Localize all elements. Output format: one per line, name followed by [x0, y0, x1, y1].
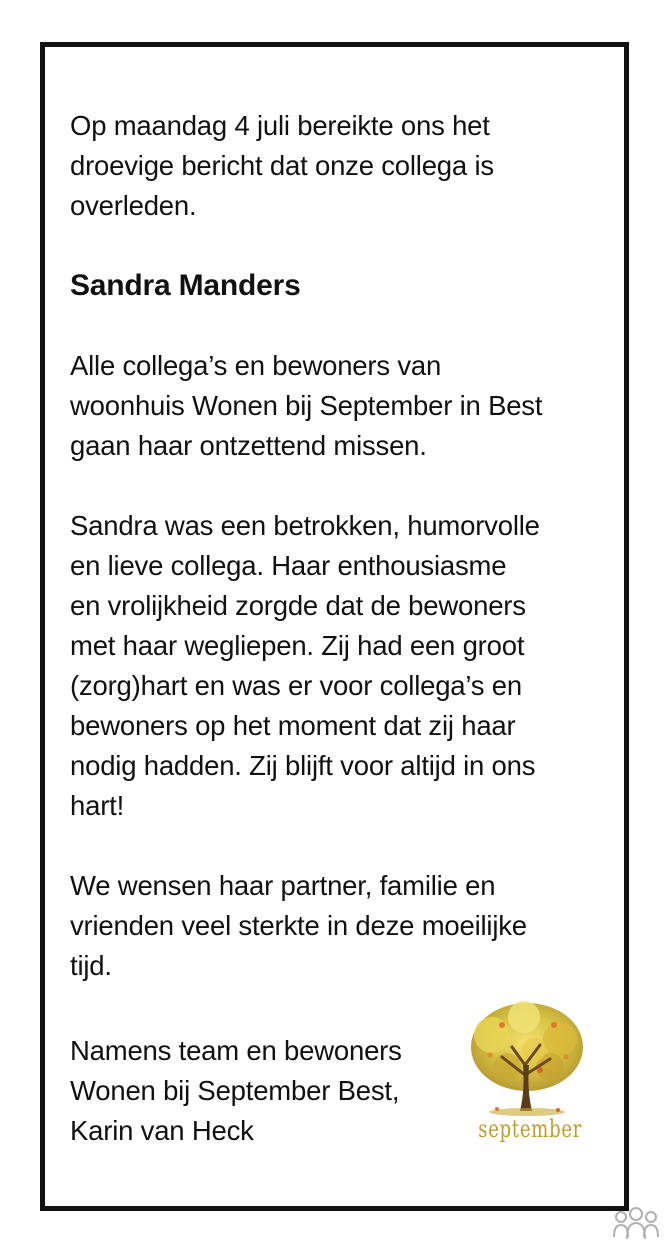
- notice-body: [70, 106, 615, 1026]
- september-logo: [462, 995, 592, 1157]
- paragraph-line: vrienden veel sterkte in deze moeilijke: [70, 910, 527, 941]
- signature-line: Wonen bij September Best,: [70, 1075, 400, 1106]
- paragraph-line: hart!: [70, 790, 125, 821]
- deceased-name: Sandra Manders: [70, 269, 301, 302]
- paragraph-condolences: [70, 866, 615, 986]
- paragraph-line: nodig hadden. Zij blijft voor altijd in ons: [70, 750, 536, 781]
- paragraph-line: en vrolijkheid zorgde dat de bewoners: [70, 590, 526, 621]
- paragraph-line: Sandra was een betrokken, humorvolle: [70, 510, 540, 541]
- intro-line: droevige bericht dat onze collega is: [70, 150, 494, 181]
- paragraph-line: en lieve collega. Haar enthousiasme: [70, 550, 507, 581]
- paragraph-line: (zorg)hart en was er voor collega’s en: [70, 670, 522, 701]
- signature-block: [70, 1031, 402, 1151]
- paragraph-line: woonhuis Wonen bij September in Best: [70, 390, 543, 421]
- paragraph-tribute: [70, 506, 615, 826]
- paragraph-line: bewoners op het moment dat zij haar: [70, 710, 516, 741]
- intro-line: Op maandag 4 juli bereikte ons het: [70, 110, 490, 141]
- intro-line: overleden.: [70, 190, 197, 221]
- paragraph-colleagues: [70, 346, 615, 466]
- signature-line: Karin van Heck: [70, 1115, 254, 1146]
- paragraph-line: We wensen haar partner, familie en: [70, 870, 496, 901]
- tree-icon: [462, 995, 592, 1120]
- people-group-icon: [611, 1205, 661, 1247]
- intro-paragraph: [70, 106, 615, 226]
- paragraph-line: tijd.: [70, 950, 112, 981]
- logo-text: september: [478, 1115, 583, 1143]
- signature-line: Namens team en bewoners: [70, 1035, 402, 1066]
- paragraph-line: Alle collega’s en bewoners van: [70, 350, 442, 381]
- paragraph-line: met haar wegliepen. Zij had een groot: [70, 630, 525, 661]
- paragraph-line: gaan haar ontzettend missen.: [70, 430, 427, 461]
